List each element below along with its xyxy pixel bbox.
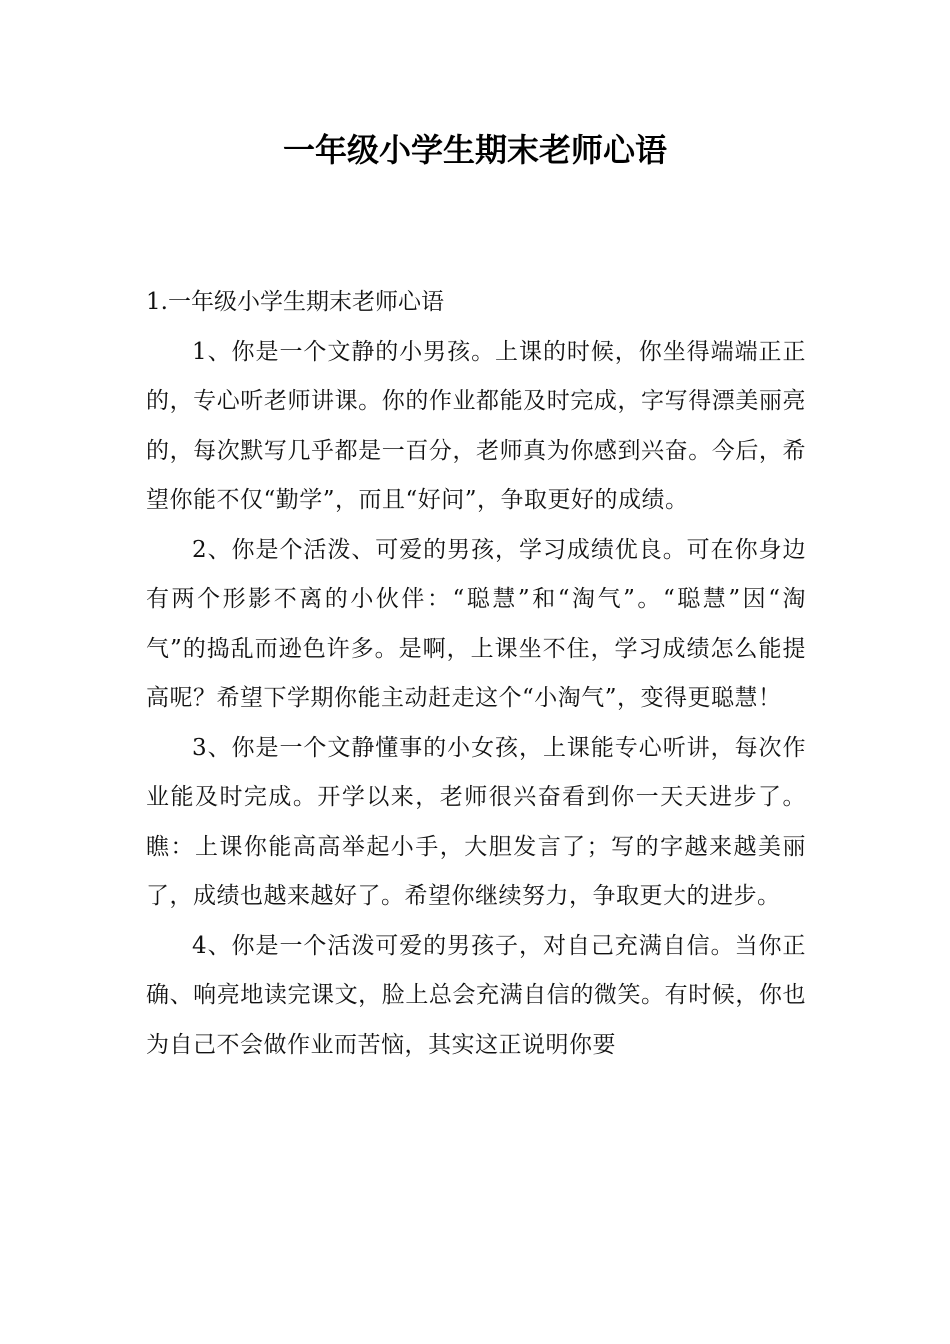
document-body [146,278,806,1070]
document-title: 一年级小学生期末老师心语 [282,131,667,169]
section-heading: 1.一年级小学生期末老师心语 [146,289,444,315]
paragraph-2: 2、你是个活泼、可爱的男孩，学习成绩优良。可在你身边有两个形影不离的小伙伴：“聪慧”和“淘气”。“聪慧”因“淘气”的捣乱而逊色许多。是啊，上课坐不住，学习成绩怎么能提高呢？希望下学期你能主动赶走这个“小淘气”，变得更聪慧！ [146,536,806,711]
paragraph-1: 1、你是一个文静的小男孩。上课的时候，你坐得端端正正的，专心听老师讲课。你的作业都能及时完成，字写得漂美丽亮的，每次默写几乎都是一百分，老师真为你感到兴奋。今后，希望你能不仅“勤学”，而且“好问”，争取更好的成绩。 [146,338,806,513]
paragraph-3: 3、你是一个文静懂事的小女孩，上课能专心听讲，每次作业能及时完成。开学以来，老师很兴奋看到你一天天进步了。瞧：上课你能高高举起小手，大胆发言了；写的字越来越美丽了，成绩也越来越好了。希望你继续努力，争取更大的进步。 [146,734,806,909]
paragraph-4: 4、你是一个活泼可爱的男孩子，对自己充满自信。当你正确、响亮地读完课文，脸上总会充满自信的微笑。有时候，你也为自己不会做作业而苦恼，其实这正说明你要 [146,932,806,1058]
